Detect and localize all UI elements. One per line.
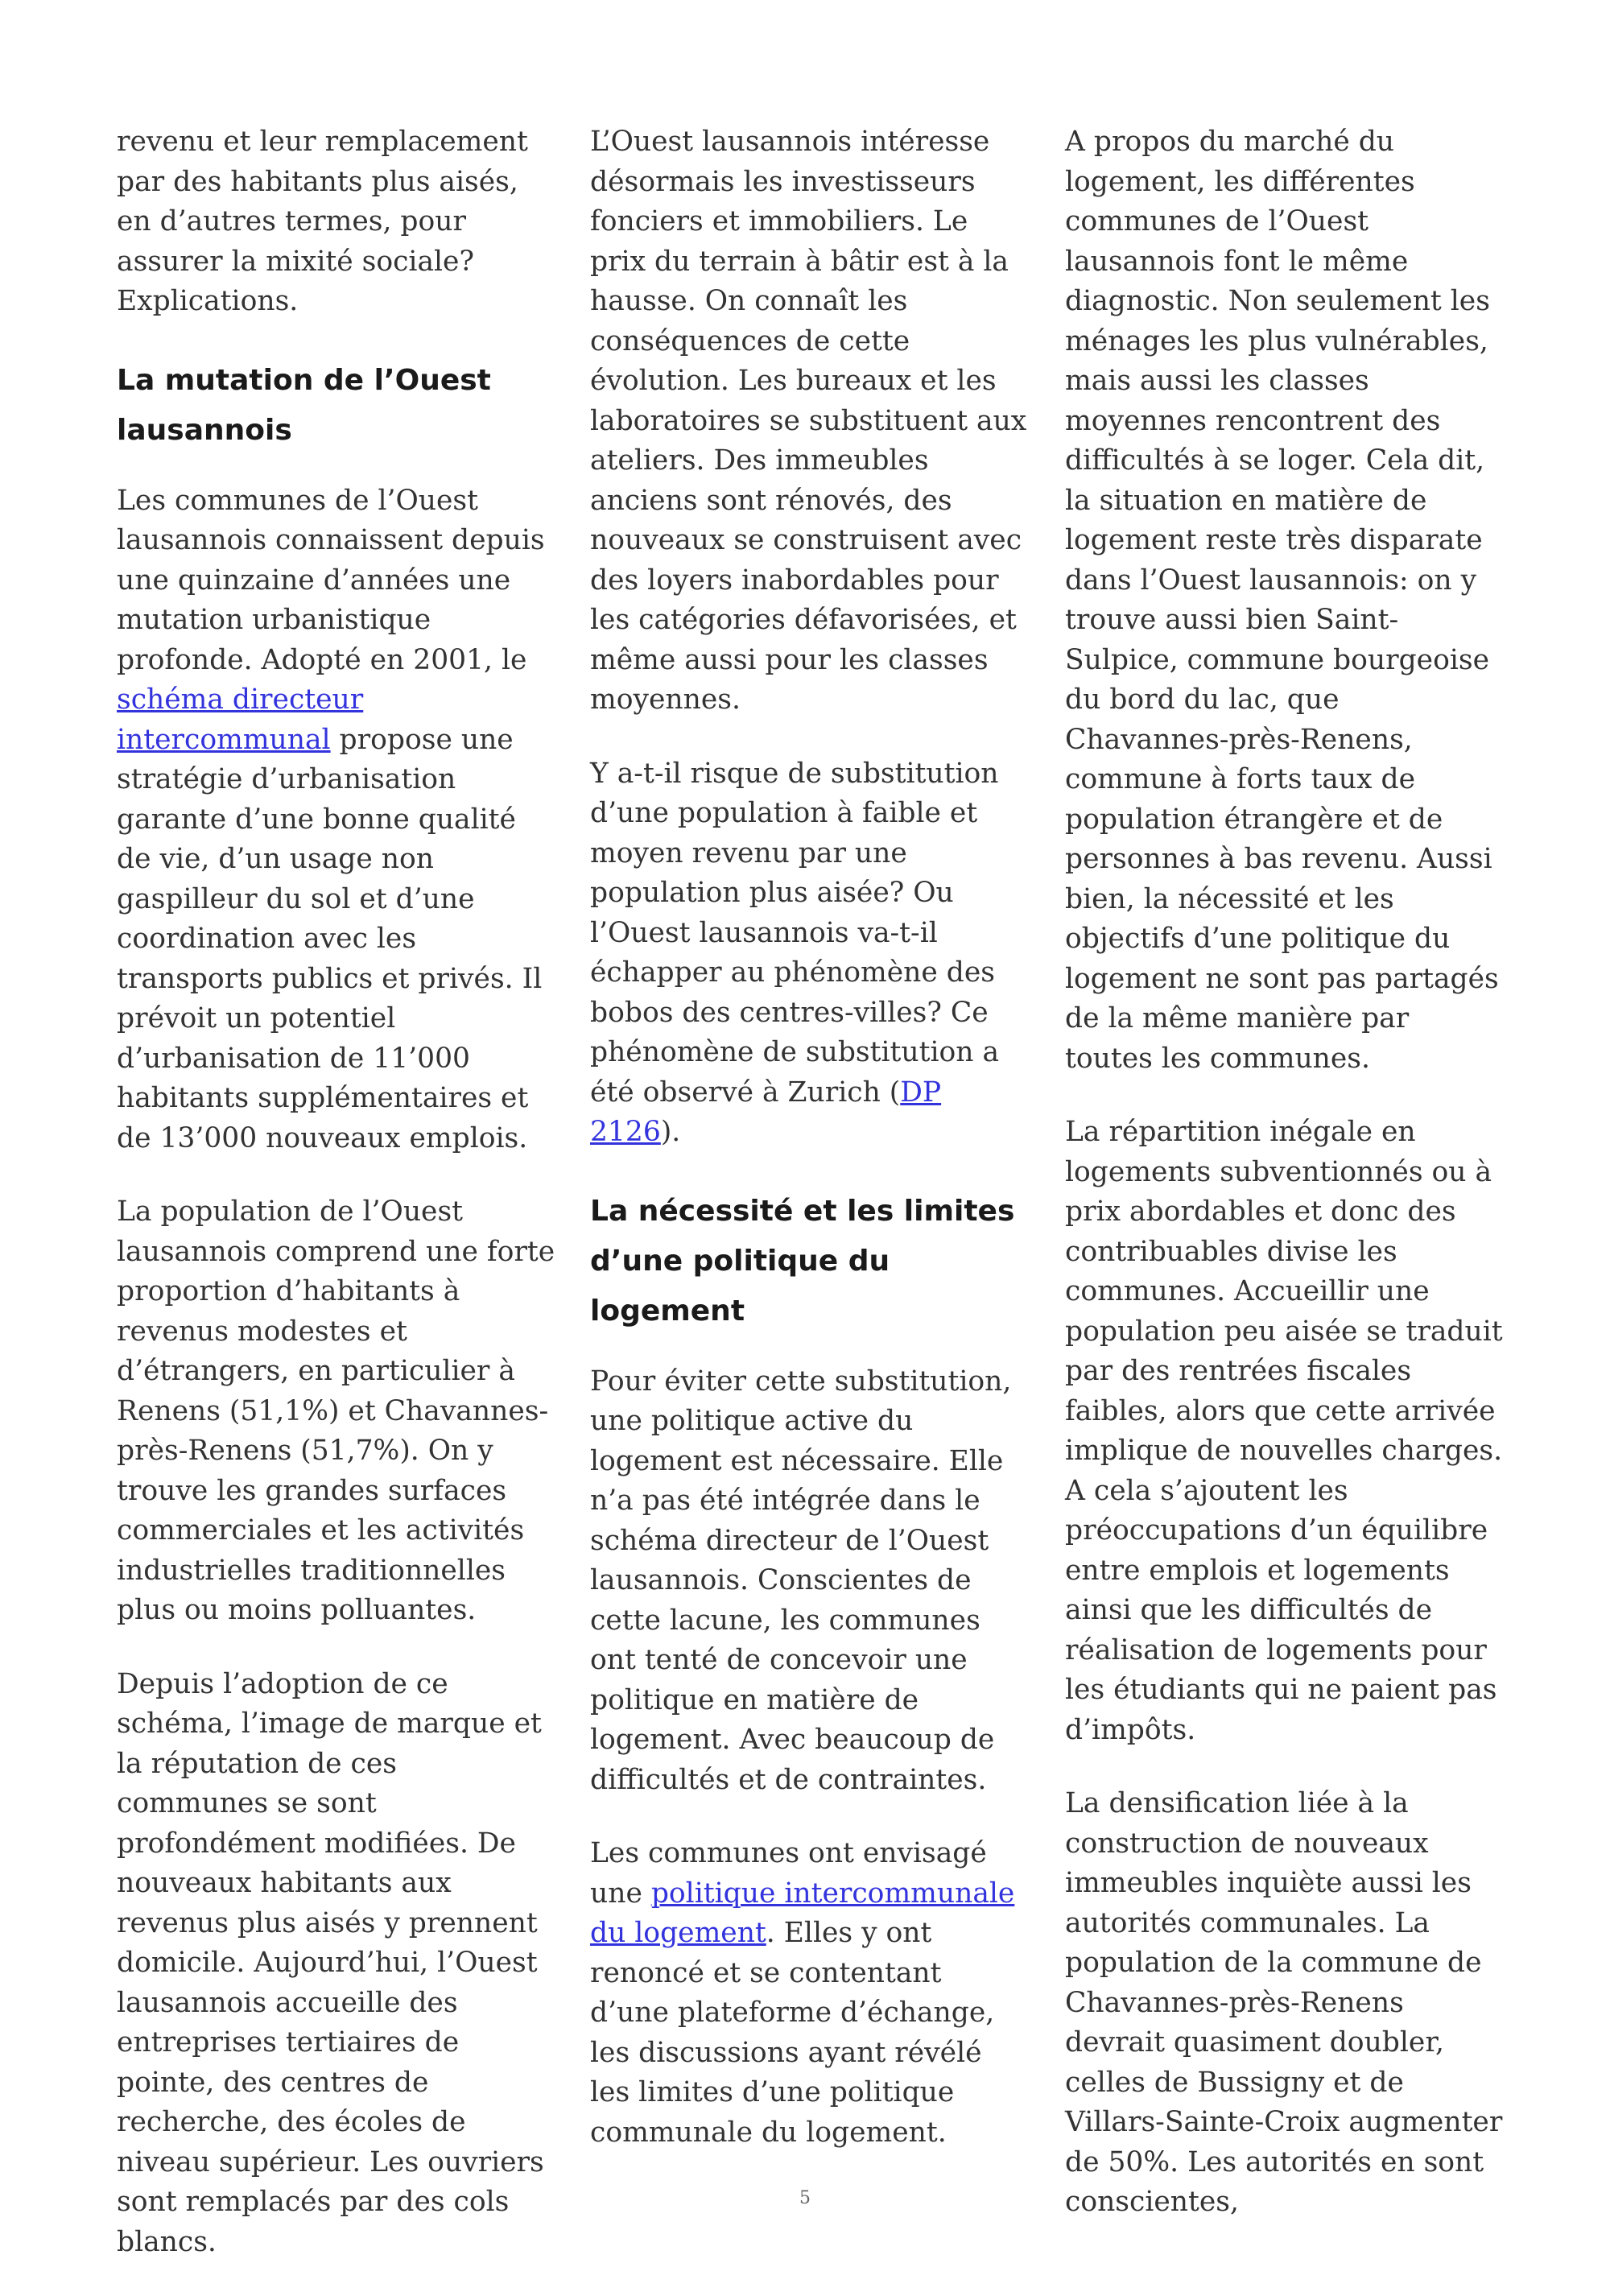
paragraph-repartition: La répartition inégale en logements subventionnés ou à prix abordables et donc des contribuables divise les communes. Accueillir une population peu aisée se traduit par des rentrées fiscales faibles, alors que cette arrivée implique de nouvelles charges. A cela s’ajoutent les préoccupations d’un équilibre entre emplois et logements ainsi que les difficultés de réalisation de logements pour les étudiants qui ne paient pas d’impôts. xyxy=(1065,1116,1503,1746)
paragraph-text: Y a-t-il risque de substitution d’une population à faible et moyen revenu par une population plus aisée? Ou l’Ouest lausannois va-t-il échapper au phénomène des bobos des centres-villes? Ce phénomène de substitution a été observé à Zurich ( xyxy=(590,757,1000,1109)
paragraph-densification: La densification liée à la construction de nouveaux immeubles inquiète aussi les autorités communales. La population de la commune de Chavannes-près-Renens devrait quasiment doubler, celles de Bussigny et de Villars-Sainte-Croix augmenter de 50%. Les autorités en sont conscientes, xyxy=(1065,1787,1503,2218)
schema-directeur-link[interactable]: schéma directeur intercommunal xyxy=(117,683,364,756)
column-1 xyxy=(117,122,555,2296)
paragraph-marche: A propos du marché du logement, les différentes communes de l’Ouest lausannois font le même diagnostic. Non seulement les ménages les plus vulnérables, mais aussi les classes moyennes rencontrent des difficultés à se loger. Cela dit, la situation en matière de logement reste très disparate dans l’Ouest lausannois: on y trouve aussi bien Saint-Sulpice, commune bourgeoise du bord du lac, que Chavannes-près-Renens, commune à forts taux de population étrangère et de personnes à bas revenu. Aussi bien, la nécessité et les objectifs d’une politique du logement ne sont pas partagés de la même manière par toutes les communes. xyxy=(1065,126,1499,1075)
column-3 xyxy=(1065,122,1504,2257)
paragraph-substitution xyxy=(590,754,1029,1153)
page-number: 5 xyxy=(799,2188,811,2208)
politique-intercommunale-link[interactable]: politique intercommunale du logement xyxy=(590,1877,1015,1949)
paragraph-eviter: Pour éviter cette substitution, une politique active du logement est nécessaire. Elle n’a pas été intégrée dans le schéma directeur de l’Ouest lausannois. Conscientes de cette lacune, les communes ont tenté de concevoir une politique en matière de logement. Avec beaucoup de difficultés et de contraintes. xyxy=(590,1365,1012,1796)
paragraph-text: Les communes de l’Ouest lausannois connaissent depuis une quinzaine d’années une mutation urbanistique profonde. Adopté en 2001, le xyxy=(117,484,545,676)
section-heading-politique: La nécessité et les limites d’une politique du logement xyxy=(590,1194,1015,1328)
dp-2126-link[interactable]: DP 2126 xyxy=(590,1076,942,1148)
paragraph-investisseurs: L’Ouest lausannois intéresse désormais les investisseurs fonciers et immobiliers. Le prix du terrain à bâtir est à la hausse. On connaît les conséquences de cette évolution. Les bureaux et les laboratoires se substituent aux ateliers. Des immeubles anciens sont rénovés, des nouveaux se construisent avec des loyers inabordables pour les catégories défavorisées, et même aussi pour les classes moyennes. xyxy=(590,126,1027,716)
paragraph-schema xyxy=(117,481,555,1159)
paragraph-population: La population de l’Ouest lausannois comprend une forte proportion d’habitants à revenus modestes et d’étrangers, en particulier à Renens (51,1%) et Chavannes-près-Renens (51,7%). On y trouve les grandes surfaces commerciales et les activités industrielles traditionnelles plus ou moins polluantes. xyxy=(117,1195,555,1626)
paragraph-text: propose une stratégie d’urbanisation garante d’une bonne qualité de vie, d’un usage non gaspilleur du sol et d’une coordination avec les transports publics et privés. Il prévoit un potentiel d’urbanisation de 11’000 habitants supplémentaires et de 13’000 nouveaux emplois. xyxy=(117,723,543,1154)
paragraph-text: ). xyxy=(660,1116,681,1148)
paragraph-intercommunale xyxy=(590,1834,1029,2153)
intro-paragraph: revenu et leur remplacement par des habitants plus aisés, en d’autres termes, pour assurer la mixité sociale? Explications. xyxy=(117,126,528,317)
paragraph-adoption: Depuis l’adoption de ce schéma, l’image de marque et la réputation de ces communes se sont profondément modifiées. De nouveaux habitants aux revenus plus aisés y prennent domicile. Aujourd’hui, l’Ouest lausannois accueille des entreprises tertiaires de pointe, des centres de recherche, des écoles de niveau supérieur. Les ouvriers sont remplacés par des cols blancs. xyxy=(117,1667,544,2258)
column-2 xyxy=(590,122,1029,2187)
paragraph-text: . Elles y ont renoncé et se contentant d’une plateforme d’échange, les discussions ayant révélé les limites d’une politique communale du logement. xyxy=(590,1917,995,2149)
section-heading-mutation: La mutation de l’Ouest lausannois xyxy=(117,363,491,447)
paragraph-text: Les communes ont envisagé une xyxy=(590,1837,987,1910)
